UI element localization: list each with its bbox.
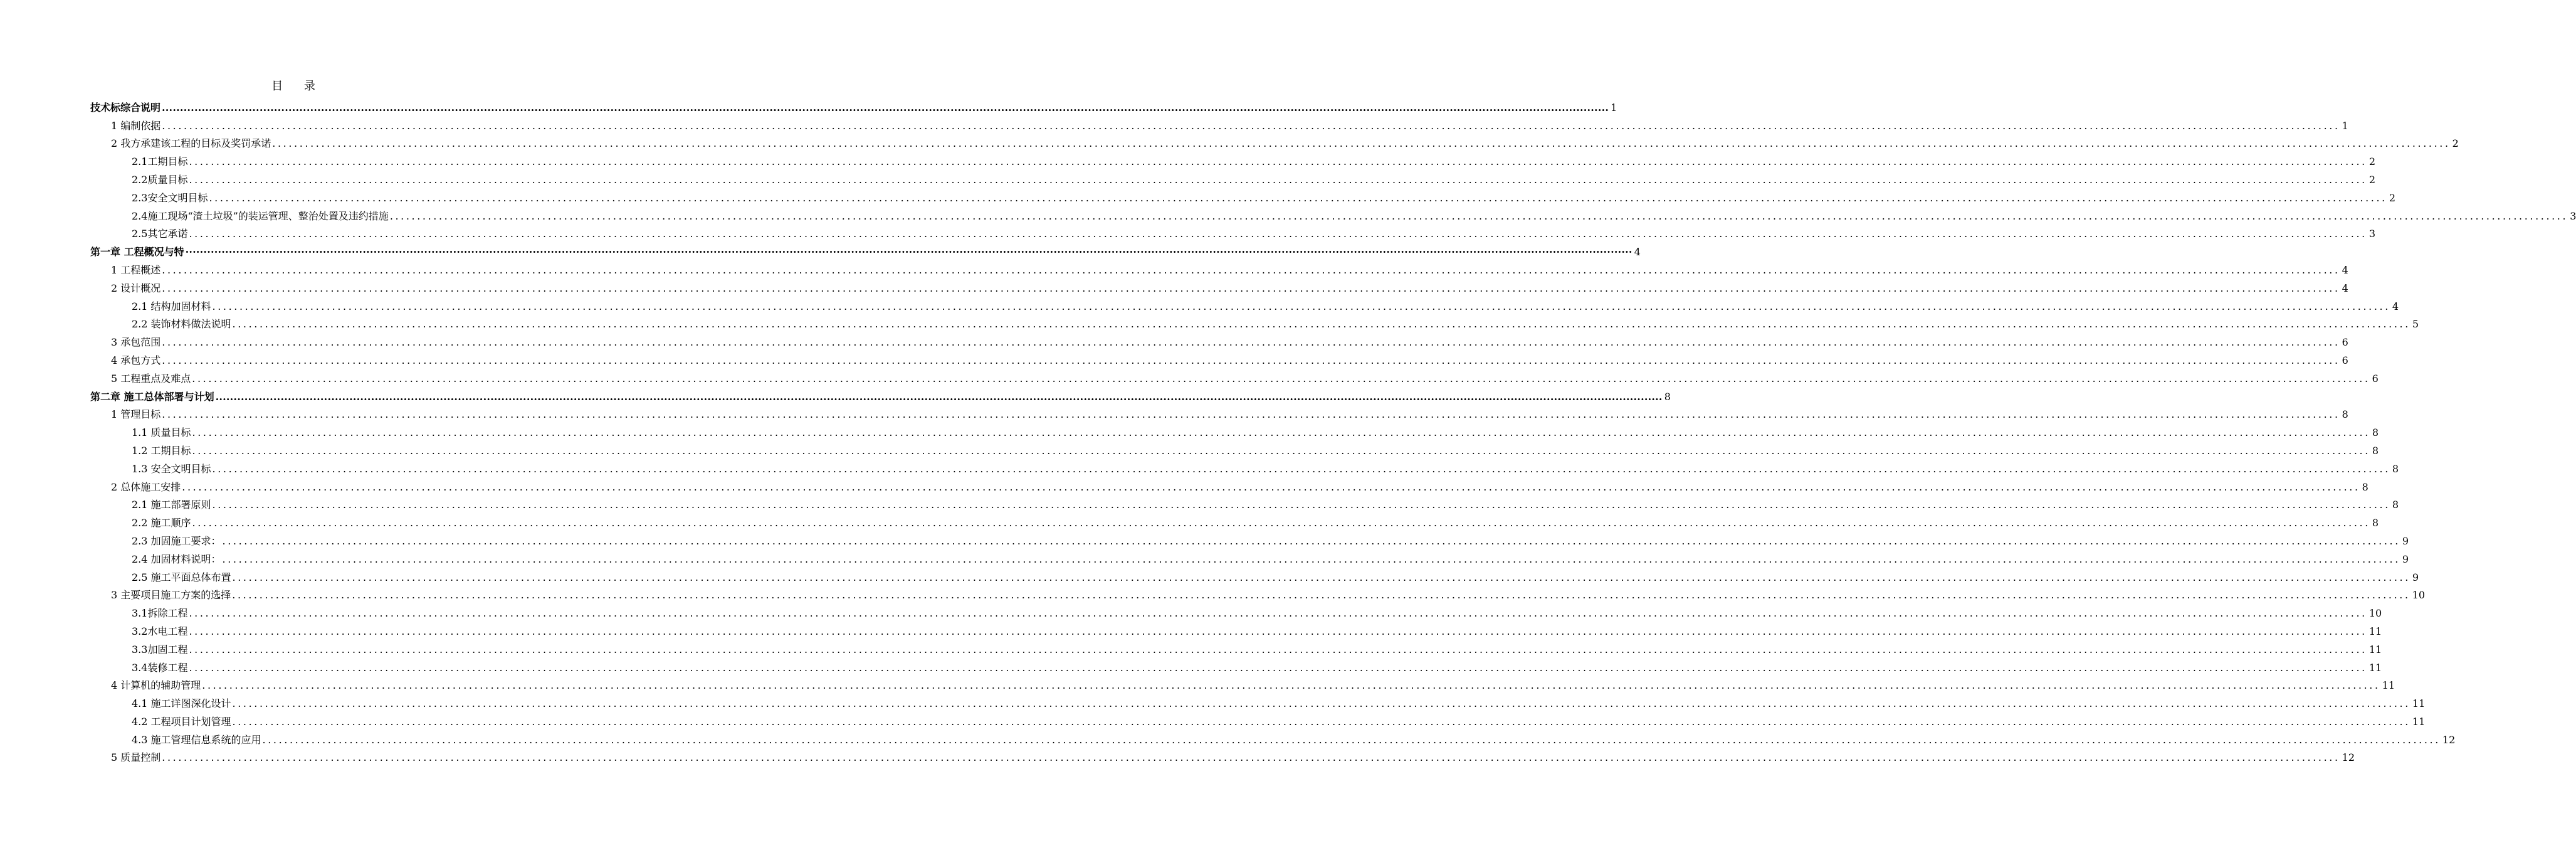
toc-entry-page-number: 9 xyxy=(2402,534,2409,547)
toc-dot-leader: ................................................................................................................................................................................................................................................................................................................................................................................................................ xyxy=(162,119,2340,132)
toc-entry[interactable] xyxy=(90,241,1641,259)
toc-dot-leader: ................................................................................................................................................................................................................................................................................................................................................................................................................ xyxy=(389,209,2568,222)
toc-entry-page-number: 2 xyxy=(2368,173,2376,186)
toc-entry[interactable] xyxy=(90,585,2426,603)
toc-entry[interactable] xyxy=(90,277,2348,295)
toc-dot-leader: ................................................................................................................................................................................................................................................................................................................................................................................................................ xyxy=(215,390,1663,403)
toc-entry-page-number: 8 xyxy=(2392,499,2399,511)
toc-dot-leader: ................................................................................................................................................................................................................................................................................................................................................................................................................ xyxy=(189,156,2367,168)
toc-entry[interactable] xyxy=(90,602,2382,620)
toc-entry-label: 第一章 工程概况与特 xyxy=(90,246,184,258)
toc-entry-label: 5 质量控制 xyxy=(111,751,161,764)
toc-entry-label: 2 总体施工安排 xyxy=(111,480,181,493)
toc-entry-page-number: 6 xyxy=(2342,336,2348,349)
toc-entry-page-number: 8 xyxy=(2372,427,2379,439)
toc-entry[interactable] xyxy=(90,458,2399,476)
toc-entry-label: 4.1 施工详图深化设计 xyxy=(132,697,231,710)
toc-entry-page-number: 4 xyxy=(2342,282,2348,294)
toc-entry[interactable] xyxy=(90,566,2419,585)
toc-entry[interactable] xyxy=(90,314,2419,332)
toc-entry-label: 1 管理目标 xyxy=(111,408,161,421)
toc-entry-label: 1 工程概述 xyxy=(111,263,161,276)
toc-entry-page-number: 8 xyxy=(2362,480,2368,493)
toc-entry-page-number: 5 xyxy=(2412,318,2419,331)
toc-entry[interactable] xyxy=(90,404,2348,422)
toc-entry-page-number: 4 xyxy=(2342,263,2348,276)
toc-entry-page-number: 4 xyxy=(1634,246,1641,258)
toc-entry-page-number: 11 xyxy=(2368,643,2382,655)
toc-entry[interactable] xyxy=(90,331,2348,349)
toc-entry-page-number: 11 xyxy=(2412,697,2426,710)
toc-dot-leader: ................................................................................................................................................................................................................................................................................................................................................................................................................ xyxy=(232,715,2410,728)
toc-dot-leader: ................................................................................................................................................................................................................................................................................................................................................................................................................ xyxy=(189,228,2367,240)
toc-dot-leader: ................................................................................................................................................................................................................................................................................................................................................................................................................ xyxy=(212,499,2390,511)
toc-dot-leader: ................................................................................................................................................................................................................................................................................................................................................................................................................ xyxy=(189,625,2367,637)
toc-entry[interactable] xyxy=(90,151,2376,169)
toc-entry-page-number: 9 xyxy=(2402,553,2409,565)
toc-dot-leader: ................................................................................................................................................................................................................................................................................................................................................................................................................ xyxy=(192,517,2370,529)
toc-title: 目 录 xyxy=(271,80,324,93)
toc-entry-page-number: 11 xyxy=(2412,715,2426,728)
toc-entry-label: 1.1 质量目标 xyxy=(132,427,191,439)
toc-entry-page-number: 10 xyxy=(2412,589,2426,602)
toc-entry-label: 2.4 加固材料说明： xyxy=(132,553,221,565)
toc-dot-leader: ................................................................................................................................................................................................................................................................................................................................................................................................................ xyxy=(162,101,1609,114)
toc-entry-label: 4.2 工程项目计划管理 xyxy=(132,715,231,728)
toc-entry[interactable] xyxy=(90,169,2376,187)
toc-entry-page-number: 11 xyxy=(2368,661,2382,674)
toc-entry[interactable] xyxy=(90,349,2348,368)
toc-entry[interactable] xyxy=(90,259,2348,277)
toc-entry[interactable] xyxy=(90,639,2382,657)
toc-entry-label: 2.4施工现场“渣土垃圾”的装运管理、整治处置及违约措施 xyxy=(132,209,389,222)
toc-dot-leader: ................................................................................................................................................................................................................................................................................................................................................................................................................ xyxy=(202,679,2380,692)
toc-dot-leader: ................................................................................................................................................................................................................................................................................................................................................................................................................ xyxy=(212,462,2390,475)
toc-entry-label: 3.2水电工程 xyxy=(132,625,188,637)
toc-entry-label: 3.1拆除工程 xyxy=(132,607,188,620)
toc-entry-label: 3.3加固工程 xyxy=(132,643,188,655)
toc-entry-page-number: 8 xyxy=(2392,462,2399,475)
toc-entry-label: 3 承包范围 xyxy=(111,336,161,349)
toc-list xyxy=(90,97,2576,765)
toc-entry-label: 2.1 施工部署原则 xyxy=(132,499,211,511)
toc-entry[interactable] xyxy=(90,187,2396,205)
toc-entry-page-number: 1 xyxy=(2342,119,2348,132)
toc-entry-label: 1.3 安全文明目标 xyxy=(132,462,211,475)
toc-dot-leader: ................................................................................................................................................................................................................................................................................................................................................................................................................ xyxy=(189,173,2367,186)
toc-entry-label: 2.2质量目标 xyxy=(132,173,188,186)
toc-dot-leader: ................................................................................................................................................................................................................................................................................................................................................................................................................ xyxy=(162,282,2340,294)
toc-dot-leader: ................................................................................................................................................................................................................................................................................................................................................................................................................ xyxy=(272,137,2451,150)
toc-entry-label: 2.2 装饰材料做法说明 xyxy=(132,318,231,331)
toc-dot-leader: ................................................................................................................................................................................................................................................................................................................................................................................................................ xyxy=(192,427,2370,439)
toc-dot-leader: ················································································································································································································································································································································································································ xyxy=(185,246,1632,258)
toc-dot-leader: ................................................................................................................................................................................................................................................................................................................................................................................................................ xyxy=(162,408,2340,421)
toc-entry[interactable] xyxy=(90,494,2399,512)
toc-entry-page-number: 2 xyxy=(2389,191,2396,204)
toc-entry-page-number: 8 xyxy=(1664,390,1671,403)
toc-entry[interactable] xyxy=(90,530,2409,548)
toc-dot-leader: ................................................................................................................................................................................................................................................................................................................................................................................................................ xyxy=(232,318,2410,331)
toc-entry[interactable] xyxy=(90,747,2355,765)
toc-entry-label: 2 我方承建该工程的目标及奖罚承诺 xyxy=(111,137,271,150)
toc-dot-leader: ................................................................................................................................................................................................................................................................................................................................................................................................................ xyxy=(182,480,2360,493)
toc-dot-leader: ................................................................................................................................................................................................................................................................................................................................................................................................................ xyxy=(232,697,2410,710)
toc-dot-leader: ................................................................................................................................................................................................................................................................................................................................................................................................................ xyxy=(209,191,2387,204)
toc-entry-label: 2.5 施工平面总体布置 xyxy=(132,571,231,583)
toc-entry-label: 第二章 施工总体部署与计划 xyxy=(90,390,214,403)
toc-entry-label: 2 设计概况 xyxy=(111,282,161,294)
toc-entry-label: 2.1工期目标 xyxy=(132,156,188,168)
toc-dot-leader: ................................................................................................................................................................................................................................................................................................................................................................................................................ xyxy=(192,444,2370,457)
toc-entry-label: 2.2 施工顺序 xyxy=(132,517,191,529)
toc-entry-page-number: 8 xyxy=(2372,517,2379,529)
toc-entry-page-number: 12 xyxy=(2442,733,2456,746)
toc-entry[interactable] xyxy=(90,133,2459,151)
toc-entry[interactable] xyxy=(90,223,2376,241)
toc-entry[interactable] xyxy=(90,657,2382,675)
toc-entry[interactable] xyxy=(90,729,2456,747)
toc-entry-label: 4 计算机的辅助管理 xyxy=(111,679,201,692)
toc-entry-page-number: 1 xyxy=(1611,101,1617,114)
toc-entry[interactable] xyxy=(90,548,2409,566)
toc-entry-label: 3.4装修工程 xyxy=(132,661,188,674)
toc-entry-label: 1 编制依据 xyxy=(111,119,161,132)
toc-dot-leader: ................................................................................................................................................................................................................................................................................................................................................................................................................ xyxy=(162,751,2340,764)
toc-entry-label: 2.3 加固施工要求： xyxy=(132,534,221,547)
toc-entry[interactable] xyxy=(90,386,1671,404)
toc-entry-label: 1.2 工期目标 xyxy=(132,444,191,457)
toc-entry[interactable] xyxy=(90,440,2379,458)
toc-entry-page-number: 8 xyxy=(2372,444,2379,457)
toc-entry[interactable] xyxy=(90,115,2348,133)
toc-entry[interactable] xyxy=(90,620,2382,639)
toc-entry[interactable] xyxy=(90,512,2379,530)
toc-entry-page-number: 2 xyxy=(2452,137,2459,150)
toc-entry[interactable] xyxy=(90,422,2379,440)
toc-entry[interactable] xyxy=(90,476,2368,494)
toc-dot-leader: ................................................................................................................................................................................................................................................................................................................................................................................................................ xyxy=(162,354,2340,366)
toc-entry-label: 4 承包方式 xyxy=(111,354,161,366)
toc-entry-label: 2.1 结构加固材料 xyxy=(132,300,211,312)
toc-entry[interactable] xyxy=(90,675,2395,693)
toc-entry[interactable] xyxy=(90,711,2426,729)
toc-entry-label: 3 主要项目施工方案的选择 xyxy=(111,589,231,602)
toc-dot-leader: ................................................................................................................................................................................................................................................................................................................................................................................................................ xyxy=(232,571,2410,583)
toc-dot-leader: ................................................................................................................................................................................................................................................................................................................................................................................................................ xyxy=(222,553,2400,565)
toc-entry-label: 5 工程重点及难点 xyxy=(111,372,191,384)
toc-dot-leader: ................................................................................................................................................................................................................................................................................................................................................................................................................ xyxy=(192,372,2370,384)
toc-entry-page-number: 10 xyxy=(2368,607,2382,620)
toc-dot-leader: ................................................................................................................................................................................................................................................................................................................................................................................................................ xyxy=(162,336,2340,349)
toc-entry-label: 2.5其它承诺 xyxy=(132,228,188,240)
toc-entry-page-number: 4 xyxy=(2392,300,2399,312)
toc-dot-leader: ................................................................................................................................................................................................................................................................................................................................................................................................................ xyxy=(189,661,2367,674)
toc-entry-label: 2.3安全文明目标 xyxy=(132,191,208,204)
toc-dot-leader: ................................................................................................................................................................................................................................................................................................................................................................................................................ xyxy=(162,263,2340,276)
toc-entry[interactable] xyxy=(90,295,2399,314)
toc-entry-page-number: 8 xyxy=(2342,408,2348,421)
toc-dot-leader: ................................................................................................................................................................................................................................................................................................................................................................................................................ xyxy=(262,733,2441,746)
toc-dot-leader: ................................................................................................................................................................................................................................................................................................................................................................................................................ xyxy=(222,534,2400,547)
toc-entry-page-number: 9 xyxy=(2412,571,2419,583)
toc-entry[interactable] xyxy=(90,692,2426,711)
toc-dot-leader: ................................................................................................................................................................................................................................................................................................................................................................................................................ xyxy=(189,643,2367,655)
toc-entry-page-number: 3 xyxy=(2368,228,2376,240)
toc-entry[interactable] xyxy=(90,368,2379,386)
toc-entry-page-number: 11 xyxy=(2382,679,2395,692)
toc-entry-label: 技术标综合说明 xyxy=(90,101,161,114)
toc-entry-page-number: 2 xyxy=(2368,156,2376,168)
toc-entry-page-number: 6 xyxy=(2372,372,2379,384)
toc-entry-page-number: 6 xyxy=(2342,354,2348,366)
toc-entry-label: 4.3 施工管理信息系统的应用 xyxy=(132,733,261,746)
toc-dot-leader: ................................................................................................................................................................................................................................................................................................................................................................................................................ xyxy=(232,589,2410,602)
toc-entry[interactable] xyxy=(90,205,2576,223)
toc-entry[interactable] xyxy=(90,97,1617,115)
toc-entry-page-number: 3 xyxy=(2570,209,2576,222)
toc-dot-leader: ................................................................................................................................................................................................................................................................................................................................................................................................................ xyxy=(212,300,2390,312)
toc-entry-page-number: 12 xyxy=(2342,751,2355,764)
toc-dot-leader: ................................................................................................................................................................................................................................................................................................................................................................................................................ xyxy=(189,607,2367,620)
toc-entry-page-number: 11 xyxy=(2368,625,2382,637)
